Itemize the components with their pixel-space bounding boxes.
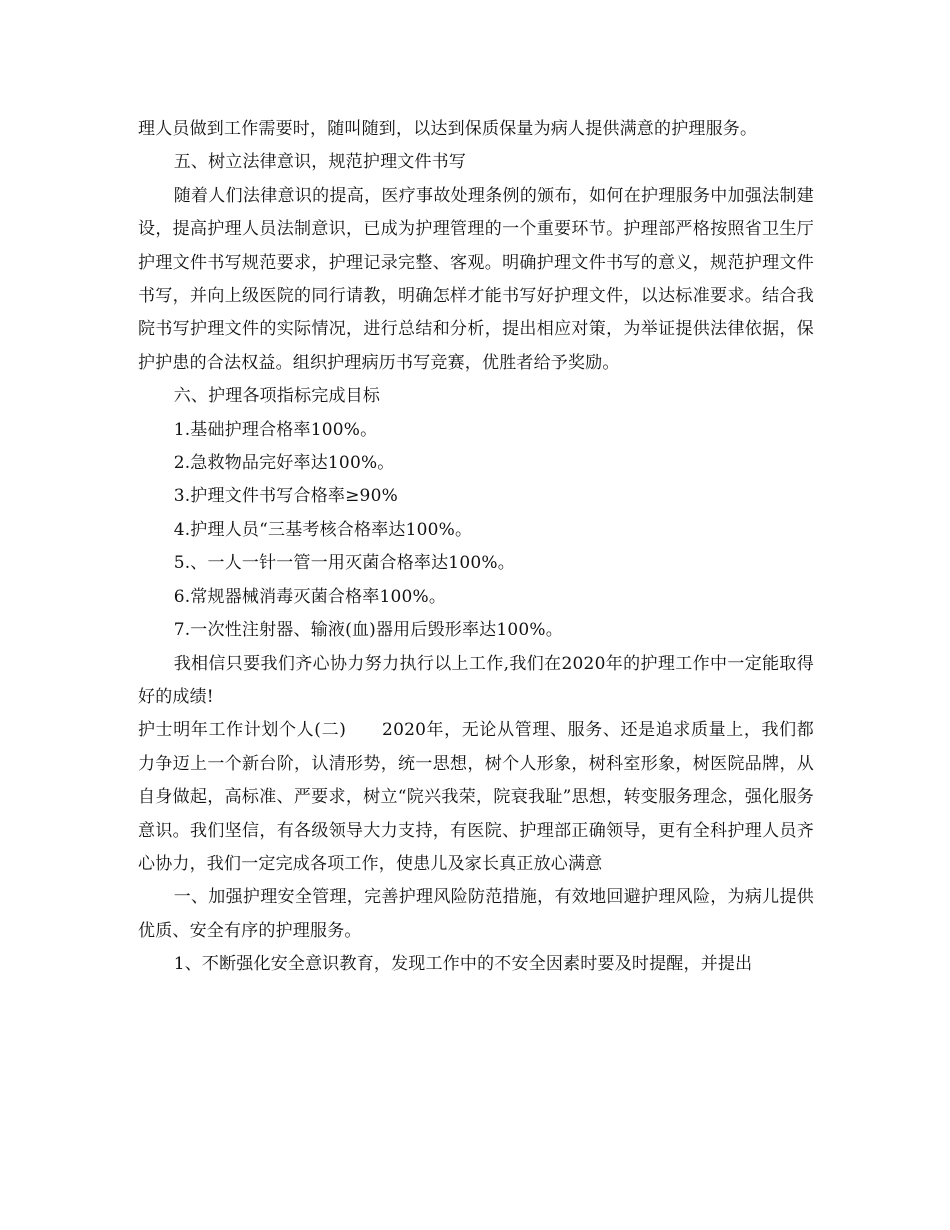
section-heading-one: 一、加强护理安全管理，完善护理风险防范措施，有效地回避护理风险，为病儿提供优质、安全有序的护理服务。: [138, 887, 814, 941]
section-heading-six: 六、护理各项指标完成目标: [173, 386, 381, 407]
list-item-6: 6.常规器械消毒灭菌合格率100%。: [173, 586, 447, 607]
plan-intro: 2020年，无论从管理、服务、还是追求质量上，我们都力争迈上一个新台阶，认清形势，统一思想，树个人形象，树科室形象，树医院品牌，从自身做起，高标准、严要求，树立“院兴我荣，院衰我耻”思想，转变服务理念，强化服务意识。我们坚信，有各级领导大力支持，有医院、护理部正确领导，更有全科护理人员齐心协力，我们一定完成各项工作，使患儿及家长真正放心满意: [138, 720, 814, 874]
list-item-2: 2.急救物品完好率达100%。: [173, 453, 395, 474]
paragraph-legal-awareness: 随着人们法律意识的提高，医疗事故处理条例的颁布，如何在护理服务中加强法制建设，提高护理人员法制意识，已成为护理管理的一个重要环节。护理部严格按照省卫生厅护理文件书写规范要求，护理记录完整、客观。明确护理文件书写的意义，规范护理文件书写，并向上级医院的同行请教，明确怎样才能书写好护理文件，以达标准要求。结合我院书写护理文件的实际情况，进行总结和分析，提出相应对策，为举证提供法律依据，保护护患的合法权益。组织护理病历书写竞赛，优胜者给予奖励。: [138, 185, 814, 373]
list-item-3: 3.护理文件书写合格率≥90%: [173, 486, 398, 507]
list-item-1: 1.基础护理合格率100%。: [173, 419, 378, 440]
list-item-7: 7.一次性注射器、输液(血)器用后毁形率达100%。: [173, 620, 563, 641]
paragraph-continued: 理人员做到工作需要时，随叫随到，以达到保质保量为病人提供满意的护理服务。: [138, 119, 758, 139]
document-body: [138, 113, 814, 982]
sub-item-1: 1、不断强化安全意识教育，发现工作中的不安全因素时要及时提醒，并提出: [173, 954, 753, 975]
closing-paragraph: 我相信只要我们齐心协力努力执行以上工作,我们在2020年的护理工作中一定能取得好的成绩!: [138, 653, 814, 707]
list-item-4: 4.护理人员“三基考核合格率达100%。: [173, 519, 473, 540]
list-item-5: 5.、一人一针一管一用灭菌合格率达100%。: [173, 553, 515, 574]
plan-title: 护士明年工作计划个人(二): [138, 720, 347, 741]
plan-paragraph: [138, 714, 814, 881]
section-heading-five: 五、树立法律意识，规范护理文件书写: [173, 152, 467, 173]
